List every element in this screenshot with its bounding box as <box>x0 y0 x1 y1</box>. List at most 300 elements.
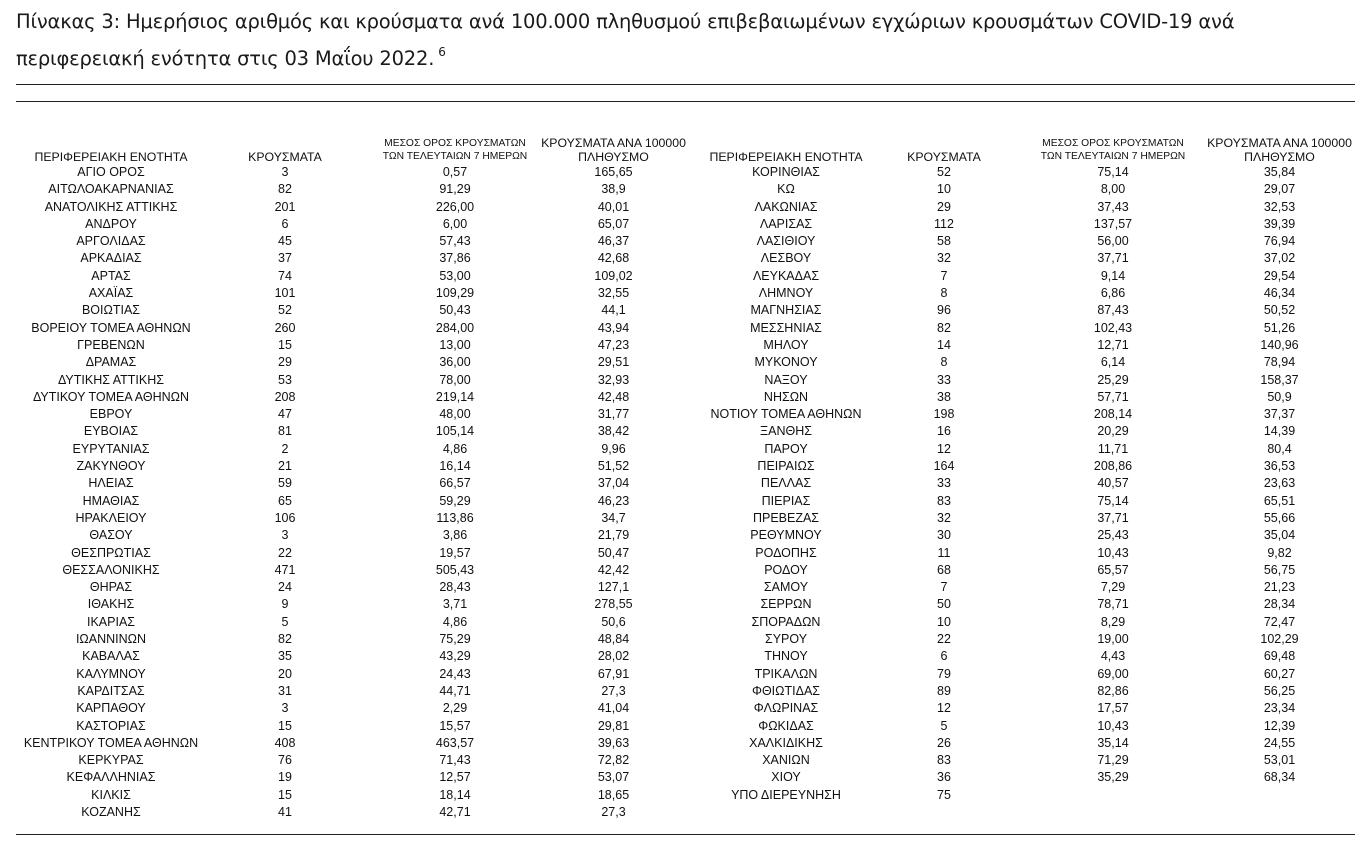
cell-avg7: 69,00 <box>1097 666 1129 681</box>
cell-avg7: 4,86 <box>442 614 468 629</box>
cell-cases: 74 <box>278 268 292 283</box>
header-rate-left <box>526 136 701 164</box>
cell-avg7: 24,43 <box>439 666 471 681</box>
cell-avg7: 7,29 <box>1100 580 1126 595</box>
cell-cases: 75 <box>937 787 951 802</box>
cell-cases: 82 <box>278 632 292 647</box>
cell-region: ΚΑΡΔΙΤΣΑΣ <box>77 683 145 698</box>
cell-region: ΕΒΡΟΥ <box>89 407 133 422</box>
cell-avg7: 82,86 <box>1097 683 1129 698</box>
cell-cases: 21 <box>278 459 292 474</box>
cell-region: ΙΚΑΡΙΑΣ <box>86 614 136 629</box>
cell-region: ΘΗΡΑΣ <box>89 580 133 595</box>
cell-region: ΤΡΙΚΑΛΩΝ <box>754 666 818 681</box>
cell-cases: 15 <box>278 337 292 352</box>
cell-cases: 24 <box>278 580 292 595</box>
cell-rate: 78,94 <box>1263 355 1296 370</box>
cell-rate: 127,1 <box>597 580 630 595</box>
cell-rate: 67,91 <box>597 666 630 681</box>
cell-avg7: 78,71 <box>1097 597 1129 612</box>
cell-region: ΚΕΡΚΥΡΑΣ <box>78 753 144 768</box>
cell-avg7: 109,29 <box>435 286 475 301</box>
cell-cases: 15 <box>278 718 292 733</box>
header-rate-line2: ΠΛΗΘΥΣΜΟ <box>1244 150 1315 164</box>
cell-rate: 51,52 <box>597 459 630 474</box>
cell-region: ΛΕΣΒΟΥ <box>760 251 812 266</box>
cell-cases: 471 <box>274 562 296 577</box>
cell-rate: 50,9 <box>1267 389 1292 404</box>
header-avg7-line2: ΤΩΝ ΤΕΛΕΥΤΑΙΩΝ 7 ΗΜΕΡΩΝ <box>1040 151 1186 162</box>
cell-rate: 102,29 <box>1260 632 1299 647</box>
cell-rate: 32,53 <box>1263 199 1296 214</box>
cell-cases: 52 <box>278 303 292 318</box>
cell-avg7: 105,14 <box>435 424 475 439</box>
cell-cases: 6 <box>281 216 289 231</box>
cell-rate: 37,02 <box>1263 251 1296 266</box>
cell-rate: 140,96 <box>1260 337 1299 352</box>
cell-rate: 42,48 <box>597 389 630 404</box>
cell-rate: 29,54 <box>1263 268 1296 283</box>
cell-cases: 26 <box>937 735 951 750</box>
cell-rate: 32,55 <box>597 286 630 301</box>
cell-region: ΑΝΑΤΟΛΙΚΗΣ ΑΤΤΙΚΗΣ <box>44 199 178 214</box>
cell-avg7: 44,71 <box>439 683 471 698</box>
cell-rate: 21,79 <box>597 528 630 543</box>
cell-cases: 82 <box>937 320 951 335</box>
bottom-rule <box>16 834 1355 835</box>
cell-region: ΑΙΤΩΛΟΑΚΑΡΝΑΝΙΑΣ <box>48 182 174 197</box>
header-rate-line1: ΚΡΟΥΣΜΑΤΑ ΑΝΑ 100000 <box>541 136 686 150</box>
cell-region: ΑΝΔΡΟΥ <box>85 216 137 231</box>
cell-region: ΛΑΣΙΘΙΟΥ <box>756 234 816 249</box>
cell-avg7: 35,14 <box>1097 735 1129 750</box>
cell-rate: 12,39 <box>1263 718 1296 733</box>
header-rate-right <box>1192 136 1367 164</box>
cell-avg7: 2,29 <box>442 701 468 716</box>
cell-avg7: 8,00 <box>1100 182 1126 197</box>
cell-region: ΑΡΓΟΛΙΔΑΣ <box>76 234 146 249</box>
cell-region: ΗΛΕΙΑΣ <box>88 476 134 491</box>
cell-region: ΧΑΝΙΩΝ <box>762 753 810 768</box>
cell-avg7: 35,29 <box>1097 770 1129 785</box>
cell-cases: 82 <box>278 182 292 197</box>
cell-cases: 30 <box>937 528 951 543</box>
header-avg7-right <box>1022 137 1204 163</box>
cell-region: ΒΟΙΩΤΙΑΣ <box>81 303 141 318</box>
cell-avg7: 25,43 <box>1097 528 1129 543</box>
cell-rate: 165,65 <box>594 165 633 179</box>
cell-avg7: 3,71 <box>442 597 468 612</box>
cell-avg7: 50,43 <box>439 303 471 318</box>
cell-avg7: 28,43 <box>439 580 471 595</box>
cell-rate: 29,07 <box>1263 182 1296 197</box>
cell-region: ΦΘΙΩΤΙΔΑΣ <box>751 683 821 698</box>
cell-region: ΠΙΕΡΙΑΣ <box>761 493 811 508</box>
cell-avg7: 37,71 <box>1097 251 1129 266</box>
cell-region: ΠΡΕΒΕΖΑΣ <box>752 510 820 525</box>
cell-region: ΤΗΝΟΥ <box>764 649 808 664</box>
cell-avg7: 12,57 <box>439 770 471 785</box>
cell-rate: 37,04 <box>597 476 630 491</box>
cell-rate: 53,01 <box>1263 753 1296 768</box>
cell-avg7: 75,14 <box>1097 165 1129 179</box>
cell-cases: 12 <box>937 701 951 716</box>
cell-cases: 22 <box>937 632 951 647</box>
cell-avg7: 87,43 <box>1097 303 1129 318</box>
cell-avg7: 4,43 <box>1100 649 1126 664</box>
cell-avg7: 9,14 <box>1100 268 1126 283</box>
cell-region: ΑΡΤΑΣ <box>91 268 131 283</box>
cell-cases: 29 <box>937 199 951 214</box>
cell-region: ΞΑΝΘΗΣ <box>760 424 812 439</box>
cell-cases: 101 <box>274 286 296 301</box>
cell-cases: 37 <box>278 251 292 266</box>
cell-cases: 19 <box>278 770 292 785</box>
cell-cases: 2 <box>281 441 289 456</box>
cell-rate: 23,34 <box>1263 701 1296 716</box>
cell-cases: 198 <box>933 407 955 422</box>
cell-region: ΧΑΛΚΙΔΙΚΗΣ <box>749 735 823 750</box>
cell-region: ΣΑΜΟΥ <box>763 580 809 595</box>
cell-rate: 28,02 <box>597 649 630 664</box>
cell-region: ΚΑΛΥΜΝΟΥ <box>76 666 146 681</box>
cell-region: ΓΡΕΒΕΝΩΝ <box>77 337 145 352</box>
cell-rate: 46,34 <box>1263 286 1296 301</box>
cell-rate: 28,34 <box>1263 597 1296 612</box>
cell-rate: 278,55 <box>594 597 633 612</box>
cell-rate: 34,7 <box>601 510 626 525</box>
cell-region: ΚΑΡΠΑΘΟΥ <box>76 701 146 716</box>
cell-region: ΜΕΣΣΗΝΙΑΣ <box>750 320 822 335</box>
cell-avg7: 25,29 <box>1097 372 1129 387</box>
cell-rate: 29,81 <box>597 718 630 733</box>
cell-region: ΜΗΛΟΥ <box>763 337 809 352</box>
cell-region: ΔΥΤΙΚΟΥ ΤΟΜΕΑ ΑΘΗΝΩΝ <box>32 389 190 404</box>
cell-cases: 65 <box>278 493 292 508</box>
cell-region: ΒΟΡΕΙΟΥ ΤΟΜΕΑ ΑΘΗΝΩΝ <box>31 320 191 335</box>
cell-cases: 32 <box>937 510 951 525</box>
cell-rate: 53,07 <box>597 770 630 785</box>
cell-avg7: 78,00 <box>439 372 471 387</box>
cell-rate: 50,6 <box>601 614 626 629</box>
cell-rate: 29,51 <box>597 355 630 370</box>
cell-avg7: 53,00 <box>439 268 471 283</box>
cell-avg7: 18,14 <box>439 787 471 802</box>
cell-cases: 11 <box>937 545 951 560</box>
cell-cases: 79 <box>937 666 951 681</box>
cell-region: ΝΑΞΟΥ <box>764 372 808 387</box>
cell-cases: 3 <box>281 165 289 179</box>
cell-cases: 408 <box>274 735 296 750</box>
cell-region: ΝΗΣΩΝ <box>763 389 809 404</box>
cell-avg7: 10,43 <box>1097 718 1129 733</box>
header-rate-line2: ΠΛΗΘΥΣΜΟ <box>578 150 649 164</box>
cell-rate: 9,96 <box>601 441 626 456</box>
cell-cases: 83 <box>937 493 951 508</box>
cell-rate: 35,04 <box>1263 528 1296 543</box>
header-avg7-left <box>364 137 546 163</box>
cell-region: ΘΑΣΟΥ <box>89 528 133 543</box>
header-rule <box>16 101 1355 102</box>
cell-region: ΡΟΔΟΠΗΣ <box>755 545 817 560</box>
cell-rate: 36,53 <box>1263 459 1296 474</box>
cell-region: ΠΕΙΡΑΙΩΣ <box>757 459 815 474</box>
cell-avg7: 19,57 <box>439 545 471 560</box>
cell-avg7: 43,29 <box>439 649 471 664</box>
cell-cases: 106 <box>274 510 296 525</box>
cell-rate: 38,42 <box>597 424 630 439</box>
cell-cases: 9 <box>281 597 289 612</box>
cell-region: ΡΟΔΟΥ <box>764 562 808 577</box>
cell-rate: 38,9 <box>601 182 626 197</box>
cell-avg7: 37,86 <box>439 251 471 266</box>
cell-cases: 36 <box>937 770 951 785</box>
cell-avg7: 66,57 <box>439 476 471 491</box>
cell-cases: 164 <box>933 459 955 474</box>
cell-rate: 65,07 <box>597 216 630 231</box>
cell-cases: 81 <box>278 424 292 439</box>
cell-avg7: 102,43 <box>1093 320 1133 335</box>
cell-rate: 39,39 <box>1263 216 1296 231</box>
cell-avg7: 75,14 <box>1097 493 1129 508</box>
cell-rate: 47,23 <box>597 337 630 352</box>
cell-region: ΚΕΦΑΛΛΗΝΙΑΣ <box>66 770 156 785</box>
cell-region: ΕΥΡΥΤΑΝΙΑΣ <box>72 441 150 456</box>
cell-cases: 33 <box>937 476 951 491</box>
cell-cases: 22 <box>278 545 292 560</box>
cell-region: ΥΠΟ ΔΙΕΡΕΥΝΗΣΗ <box>731 787 841 802</box>
cell-rate: 48,84 <box>597 632 630 647</box>
cell-avg7: 219,14 <box>435 389 475 404</box>
header-cases-right: ΚΡΟΥΣΜΑΤΑ <box>907 150 981 164</box>
cell-avg7: 42,71 <box>439 804 471 819</box>
cell-cases: 7 <box>940 268 948 283</box>
cell-region: ΧΙΟΥ <box>771 770 801 785</box>
cell-cases: 35 <box>278 649 292 664</box>
cell-avg7: 6,86 <box>1100 286 1126 301</box>
cell-cases: 53 <box>278 372 292 387</box>
cell-cases: 68 <box>937 562 951 577</box>
cell-rate: 39,63 <box>597 735 630 750</box>
cell-cases: 10 <box>937 182 951 197</box>
cell-region: ΦΛΩΡΙΝΑΣ <box>753 701 819 716</box>
cell-cases: 6 <box>940 649 948 664</box>
cell-rate: 42,42 <box>597 562 630 577</box>
cell-cases: 50 <box>937 597 951 612</box>
cell-cases: 59 <box>278 476 292 491</box>
cell-region: ΛΗΜΝΟΥ <box>758 286 814 301</box>
cell-cases: 41 <box>278 804 292 819</box>
header-region-right: ΠΕΡΙΦΕΡΕΙΑΚΗ ΕΝΟΤΗΤΑ <box>709 150 863 164</box>
cell-region: ΡΕΘΥΜΝΟΥ <box>750 528 822 543</box>
cell-region: ΛΑΚΩΝΙΑΣ <box>754 199 818 214</box>
cell-region: ΑΓΙΟ ΟΡΟΣ <box>77 165 145 179</box>
cell-avg7: 36,00 <box>439 355 471 370</box>
cell-cases: 16 <box>937 424 951 439</box>
header-avg7-line1: ΜΕΣΟΣ ΟΡΟΣ ΚΡΟΥΣΜΑΤΩΝ <box>1042 138 1184 149</box>
cell-rate: 65,51 <box>1263 493 1296 508</box>
cell-cases: 38 <box>937 389 951 404</box>
cell-region: ΗΜΑΘΙΑΣ <box>82 493 140 508</box>
cell-rate: 27,3 <box>601 804 626 819</box>
cell-avg7: 137,57 <box>1093 216 1133 231</box>
cell-avg7: 113,86 <box>436 510 474 525</box>
cell-rate: 35,84 <box>1263 165 1296 179</box>
cell-avg7: 11,71 <box>1097 441 1129 456</box>
cell-rate: 51,26 <box>1263 320 1296 335</box>
cell-avg7: 40,57 <box>1097 476 1129 491</box>
cell-avg7: 71,43 <box>439 753 471 768</box>
header-cases-left: ΚΡΟΥΣΜΑΤΑ <box>248 150 322 164</box>
cell-cases: 76 <box>278 753 292 768</box>
cell-cases: 7 <box>940 580 948 595</box>
cell-region: ΑΧΑΪΑΣ <box>88 286 134 301</box>
cell-region: ΜΥΚΟΝΟΥ <box>754 355 818 370</box>
cell-cases: 32 <box>937 251 951 266</box>
cell-region: ΔΥΤΙΚΗΣ ΑΤΤΙΚΗΣ <box>58 372 164 387</box>
cell-region: ΣΠΟΡΑΔΩΝ <box>751 614 821 629</box>
cell-avg7: 17,57 <box>1097 701 1129 716</box>
cell-region: ΑΡΚΑΔΙΑΣ <box>80 251 142 266</box>
cell-rate: 56,25 <box>1263 683 1296 698</box>
cell-region: ΗΡΑΚΛΕΙΟΥ <box>75 510 147 525</box>
cell-rate: 72,47 <box>1263 614 1296 629</box>
cell-avg7: 57,43 <box>439 234 471 249</box>
cell-avg7: 20,29 <box>1097 424 1129 439</box>
cell-cases: 31 <box>278 683 292 698</box>
cell-region: ΠΑΡΟΥ <box>764 441 808 456</box>
cell-cases: 201 <box>274 199 296 214</box>
cell-cases: 52 <box>937 165 951 179</box>
cell-region: ΚΟΡΙΝΘΙΑΣ <box>752 165 820 179</box>
cell-region: ΚΙΛΚΙΣ <box>91 787 131 802</box>
cell-avg7: 65,57 <box>1097 562 1129 577</box>
cell-region: ΘΕΣΠΡΩΤΙΑΣ <box>71 545 151 560</box>
cell-rate: 31,77 <box>597 407 630 422</box>
cell-rate: 27,3 <box>601 683 626 698</box>
cell-avg7: 8,29 <box>1100 614 1126 629</box>
table-caption <box>16 6 1361 74</box>
cell-rate: 50,52 <box>1263 303 1296 318</box>
cell-rate: 43,94 <box>597 320 630 335</box>
cell-avg7: 13,00 <box>439 337 471 352</box>
cell-avg7: 505,43 <box>435 562 475 577</box>
cell-cases: 29 <box>278 355 292 370</box>
cell-cases: 89 <box>937 683 951 698</box>
cell-cases: 15 <box>278 787 292 802</box>
cell-region: ΣΕΡΡΩΝ <box>760 597 812 612</box>
header-rate-line1: ΚΡΟΥΣΜΑΤΑ ΑΝΑ 100000 <box>1207 136 1352 150</box>
cell-region: ΦΩΚΙΔΑΣ <box>758 718 814 733</box>
cell-region: ΚΩ <box>777 182 795 197</box>
cell-rate: 76,94 <box>1263 234 1296 249</box>
cell-region: ΔΡΑΜΑΣ <box>85 355 137 370</box>
cell-rate: 18,65 <box>597 787 630 802</box>
cell-cases: 33 <box>937 372 951 387</box>
cell-region: ΚΕΝΤΡΙΚΟΥ ΤΟΜΕΑ ΑΘΗΝΩΝ <box>23 735 199 750</box>
cell-cases: 10 <box>937 614 951 629</box>
cell-cases: 45 <box>278 234 292 249</box>
cell-region: ΙΩΑΝΝΙΝΩΝ <box>75 632 147 647</box>
cell-region: ΚΑΒΑΛΑΣ <box>82 649 140 664</box>
cell-cases: 96 <box>937 303 951 318</box>
cell-avg7: 57,71 <box>1097 389 1129 404</box>
cell-cases: 3 <box>281 701 289 716</box>
cell-rate: 14,39 <box>1263 424 1296 439</box>
cell-cases: 208 <box>274 389 296 404</box>
cell-rate: 72,82 <box>597 753 630 768</box>
header-region-left: ΠΕΡΙΦΕΡΕΙΑΚΗ ΕΝΟΤΗΤΑ <box>34 150 188 164</box>
cell-avg7: 208,86 <box>1093 459 1133 474</box>
cell-rate: 42,68 <box>597 251 630 266</box>
cell-cases: 14 <box>937 337 951 352</box>
cell-region: ΛΑΡΙΣΑΣ <box>759 216 813 231</box>
cell-avg7: 37,43 <box>1097 199 1129 214</box>
cell-avg7: 284,00 <box>435 320 475 335</box>
caption-text: Πίνακας 3: Ημερήσιος αριθμός και κρούσματα ανά 100.000 πληθυσμού επιβεβαιωμένων εγχώριων κρουσμάτων COVID-19 ανά περιφερειακή ενότητα στις 03 Μαΐου 2022. <box>16 10 1235 70</box>
cell-cases: 5 <box>940 718 948 733</box>
cell-rate: 37,37 <box>1263 407 1296 422</box>
cell-cases: 3 <box>281 528 289 543</box>
cell-cases: 5 <box>281 614 289 629</box>
cell-avg7: 463,57 <box>435 735 475 750</box>
cell-cases: 8 <box>940 286 948 301</box>
top-rule <box>16 84 1355 85</box>
cell-region: ΛΕΥΚΑΔΑΣ <box>752 268 820 283</box>
cell-rate: 55,66 <box>1263 510 1296 525</box>
cell-avg7: 16,14 <box>439 459 471 474</box>
cell-avg7: 75,29 <box>439 632 471 647</box>
cell-cases: 260 <box>274 320 296 335</box>
cell-region: ΜΑΓΝΗΣΙΑΣ <box>750 303 822 318</box>
cell-avg7: 91,29 <box>439 182 471 197</box>
cell-avg7: 59,29 <box>439 493 471 508</box>
cell-rate: 40,01 <box>597 199 630 214</box>
cell-cases: 47 <box>278 407 292 422</box>
cell-region: ΚΑΣΤΟΡΙΑΣ <box>76 718 146 733</box>
cell-rate: 21,23 <box>1263 580 1296 595</box>
cell-avg7: 3,86 <box>442 528 468 543</box>
cell-avg7: 56,00 <box>1097 234 1129 249</box>
cell-region: ΚΟΖΑΝΗΣ <box>81 804 141 819</box>
cell-rate: 50,47 <box>597 545 630 560</box>
cell-avg7: 6,00 <box>442 216 468 231</box>
cell-region: ΣΥΡΟΥ <box>764 632 808 647</box>
cell-rate: 109,02 <box>594 268 633 283</box>
cell-avg7: 71,29 <box>1097 753 1129 768</box>
cell-cases: 58 <box>937 234 951 249</box>
cell-cases: 12 <box>937 441 951 456</box>
header-avg7-line1: ΜΕΣΟΣ ΟΡΟΣ ΚΡΟΥΣΜΑΤΩΝ <box>384 138 526 149</box>
cell-avg7: 15,57 <box>439 718 471 733</box>
cell-rate: 46,23 <box>597 493 630 508</box>
cell-rate: 41,04 <box>597 701 630 716</box>
cell-avg7: 4,86 <box>442 441 468 456</box>
cell-region: ΕΥΒΟΙΑΣ <box>83 424 139 439</box>
footnote-marker: 6 <box>438 45 446 59</box>
cell-cases: 83 <box>937 753 951 768</box>
cell-cases: 112 <box>934 216 954 231</box>
cell-rate: 60,27 <box>1263 666 1296 681</box>
cell-region: ΙΘΑΚΗΣ <box>87 597 135 612</box>
cell-avg7: 208,14 <box>1093 407 1133 422</box>
cell-avg7: 12,71 <box>1097 337 1129 352</box>
cell-region: ΠΕΛΛΑΣ <box>760 476 812 491</box>
cell-rate: 56,75 <box>1263 562 1296 577</box>
cell-avg7: 0,57 <box>442 165 468 179</box>
cell-cases: 20 <box>278 666 292 681</box>
cell-rate: 44,1 <box>601 303 626 318</box>
